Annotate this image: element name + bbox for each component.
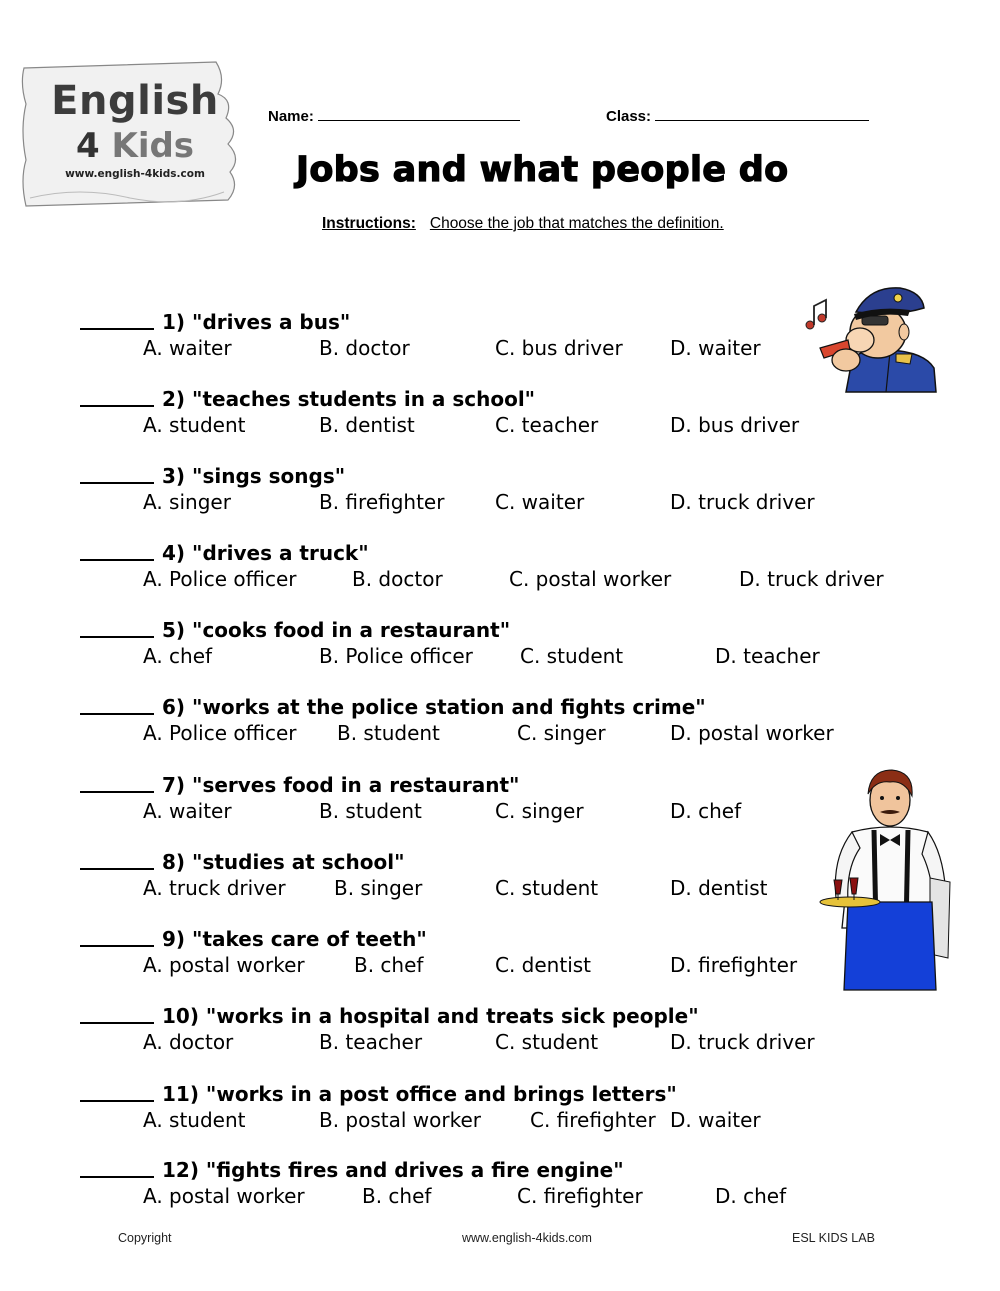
option-b: B. chef [354, 953, 424, 977]
class-blank-line[interactable] [655, 106, 869, 121]
question-6 [80, 694, 960, 746]
option-b: B. postal worker [319, 1108, 482, 1132]
option-c: C. firefighter [517, 1184, 643, 1208]
option-a: A. singer [143, 490, 231, 514]
logo-url: www.english-4kids.com [65, 168, 205, 180]
answer-blank-8[interactable] [80, 849, 154, 870]
option-c: C. dentist [495, 953, 592, 977]
question-12 [80, 1157, 960, 1209]
option-d: D. bus driver [670, 413, 800, 437]
option-c: C. singer [517, 721, 606, 745]
question-text: 7) "serves food in a restaurant" [162, 773, 520, 797]
option-b: B. student [319, 799, 422, 823]
logo-number: 4 [75, 126, 100, 166]
option-d: D. teacher [715, 644, 820, 668]
answer-blank-12[interactable] [80, 1157, 154, 1178]
name-field[interactable] [268, 106, 520, 125]
logo-subtitle [50, 126, 220, 166]
answer-blank-3[interactable] [80, 463, 154, 484]
english-4-kids-logo [20, 60, 242, 208]
instructions-text: Choose the job that matches the definition. [429, 215, 724, 232]
question-text: 12) "fights fires and drives a fire engine" [162, 1158, 624, 1182]
option-b: B. teacher [319, 1030, 423, 1054]
option-a: A. doctor [143, 1030, 234, 1054]
logo-title: English [51, 78, 219, 124]
option-d: D. dentist [670, 876, 768, 900]
class-field[interactable] [606, 106, 869, 125]
option-a: A. truck driver [143, 876, 286, 900]
option-d: D. truck driver [670, 1030, 815, 1054]
option-b: B. chef [362, 1184, 432, 1208]
logo-word: Kids [111, 126, 195, 166]
option-a: A. Police officer [143, 721, 297, 745]
answer-blank-10[interactable] [80, 1003, 154, 1024]
option-a: A. chef [143, 644, 213, 668]
option-b: B. firefighter [319, 490, 445, 514]
option-a: A. postal worker [143, 953, 305, 977]
question-text: 1) "drives a bus" [162, 310, 351, 334]
option-b: B. student [337, 721, 440, 745]
option-d: D. waiter [670, 336, 761, 360]
instructions [322, 215, 724, 233]
option-c: C. waiter [495, 490, 585, 514]
worksheet-title: Jobs and what people do [296, 150, 789, 190]
option-b: B. dentist [319, 413, 415, 437]
question-10 [80, 1003, 960, 1055]
instructions-label: Instructions: [322, 215, 416, 232]
option-a: A. Police officer [143, 567, 297, 591]
question-text: 2) "teaches students in a school" [162, 387, 536, 411]
question-text: 4) "drives a truck" [162, 541, 369, 565]
option-d: D. truck driver [670, 490, 815, 514]
option-a: A. student [143, 413, 246, 437]
option-d: D. firefighter [670, 953, 798, 977]
option-d: D. postal worker [670, 721, 834, 745]
question-text: 5) "cooks food in a restaurant" [162, 618, 511, 642]
question-text: 3) "sings songs" [162, 464, 346, 488]
option-d: D. waiter [670, 1108, 761, 1132]
answer-blank-4[interactable] [80, 540, 154, 561]
footer-copyright: Copyright [118, 1231, 172, 1245]
question-text: 11) "works in a post office and brings letters" [162, 1082, 677, 1106]
question-3 [80, 463, 960, 515]
question-text: 9) "takes care of teeth" [162, 927, 427, 951]
waiter-with-tray-icon [818, 768, 953, 992]
question-4 [80, 540, 960, 592]
option-b: B. Police officer [319, 644, 473, 668]
footer-website: www.english-4kids.com [462, 1231, 592, 1245]
option-d: D. chef [670, 799, 742, 823]
option-d: D. chef [715, 1184, 787, 1208]
option-a: A. waiter [143, 336, 232, 360]
option-c: C. student [495, 876, 599, 900]
question-5 [80, 617, 960, 669]
question-text: 6) "works at the police station and fights crime" [162, 695, 706, 719]
police-officer-whistle-icon [800, 280, 940, 395]
option-c: C. student [520, 644, 624, 668]
option-a: A. student [143, 1108, 246, 1132]
question-text: 8) "studies at school" [162, 850, 405, 874]
answer-blank-11[interactable] [80, 1081, 154, 1102]
answer-blank-6[interactable] [80, 694, 154, 715]
question-11 [80, 1081, 960, 1133]
option-a: A. postal worker [143, 1184, 305, 1208]
option-b: B. singer [334, 876, 423, 900]
option-c: C. singer [495, 799, 584, 823]
class-label: Class: [606, 108, 652, 125]
answer-blank-5[interactable] [80, 617, 154, 638]
question-text: 10) "works in a hospital and treats sick people" [162, 1004, 699, 1028]
answer-blank-2[interactable] [80, 386, 154, 407]
option-c: C. postal worker [509, 567, 672, 591]
answer-blank-7[interactable] [80, 772, 154, 793]
option-a: A. waiter [143, 799, 232, 823]
option-c: C. student [495, 1030, 599, 1054]
footer-brand: ESL KIDS LAB [792, 1231, 875, 1245]
option-c: C. teacher [495, 413, 599, 437]
option-d: D. truck driver [739, 567, 884, 591]
name-label: Name: [268, 108, 314, 125]
name-blank-line[interactable] [318, 106, 520, 121]
option-b: B. doctor [352, 567, 443, 591]
option-c: C. bus driver [495, 336, 623, 360]
answer-blank-1[interactable] [80, 309, 154, 330]
option-c: C. firefighter [530, 1108, 656, 1132]
answer-blank-9[interactable] [80, 926, 154, 947]
option-b: B. doctor [319, 336, 410, 360]
